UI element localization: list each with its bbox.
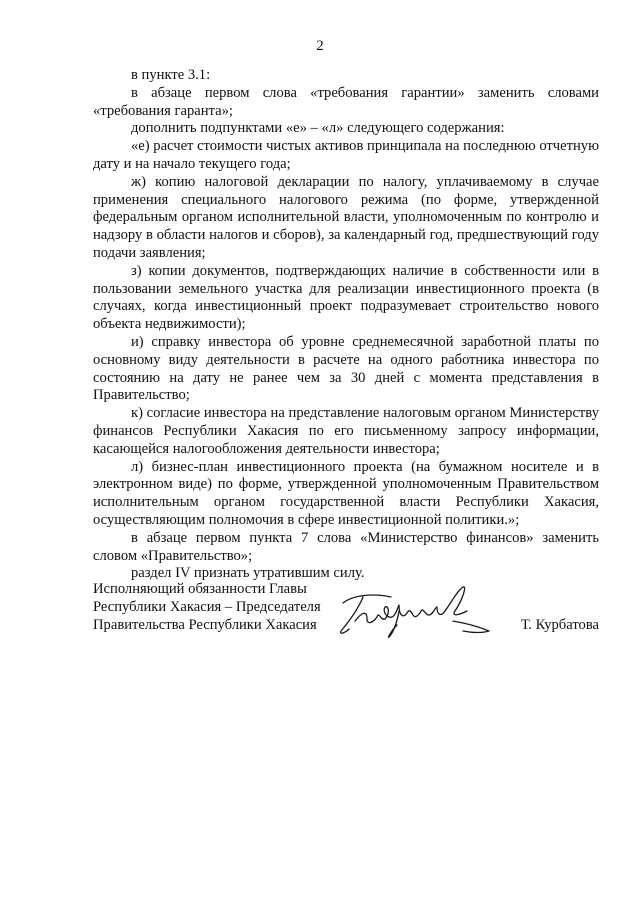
page-number: 2 — [316, 38, 324, 54]
paragraph-subclause-l: л) бизнес-план инвестиционного проекта (на бумажном носителе и в электронном виде) по форме, утвержденной уполномоченным Правительством исполнительным органом государственной власти Республики Хакасия, осуществляющим полномочия в сфере инвестиционной политики.»; — [93, 458, 599, 528]
paragraph-subclause-z: з) копии документов, подтверждающих наличие в собственности или в пользовании земельного участка для реализации инвестиционного проекта (в случаях, когда инвестиционный проект подразумевает строительство нового объекта недвижимости); — [93, 262, 599, 333]
paragraph-clause-3-1: в пункте 3.1: — [131, 67, 211, 83]
signer-title-line: Республики Хакасия – Председателя — [93, 598, 321, 615]
signer-title-line: Правительства Республики Хакасия — [93, 616, 317, 633]
signer-title-line: Исполняющий обязанности Главы — [93, 581, 307, 597]
paragraph-clause-7-change: в абзаце первом пункта 7 слова «Министерство финансов» заменить словом «Правительство»; — [93, 529, 599, 564]
paragraph-subclause-zh: ж) копию налоговой декларации по налогу, уплачиваемому в случае применения специального налогового режима (по форме, утвержденной федеральным органом исполнительной власти, уполномоченным по контролю и надзору в области налогов и сборов), за календарный год, предшествующий году подачи заявления; — [93, 173, 599, 261]
document-body — [93, 67, 599, 583]
signer-title — [93, 581, 333, 634]
handwritten-signature — [333, 581, 503, 641]
paragraph-add-subclauses: дополнить подпунктами «е» – «л» следующего содержания: — [131, 120, 505, 137]
paragraph-subclause-e: «е) расчет стоимости чистых активов принципала на последнюю отчетную дату и на начало текущего года; — [93, 138, 600, 172]
signer-name: Т. Курбатова — [520, 616, 599, 633]
paragraph-first-abzac-change: в абзаце первом слова «требования гарантии» заменить словами «требования гаранта»; — [93, 84, 599, 119]
signature-block — [93, 581, 599, 661]
paragraph-section-iv: раздел IV признать утратившим силу. — [131, 565, 365, 582]
paragraph-subclause-i: и) справку инвестора об уровне среднемесячной заработной платы по основному виду деятельности в расчете на одного работника инвестора по состоянию на дату не ранее чем за 30 дней с момента представления в Правительство; — [93, 333, 599, 404]
paragraph-subclause-k: к) согласие инвестора на представление налоговым органом Министерству финансов Республики Хакасия по его письменному запросу информации, касающейся налогообложения деятельности инвестора; — [93, 405, 599, 457]
